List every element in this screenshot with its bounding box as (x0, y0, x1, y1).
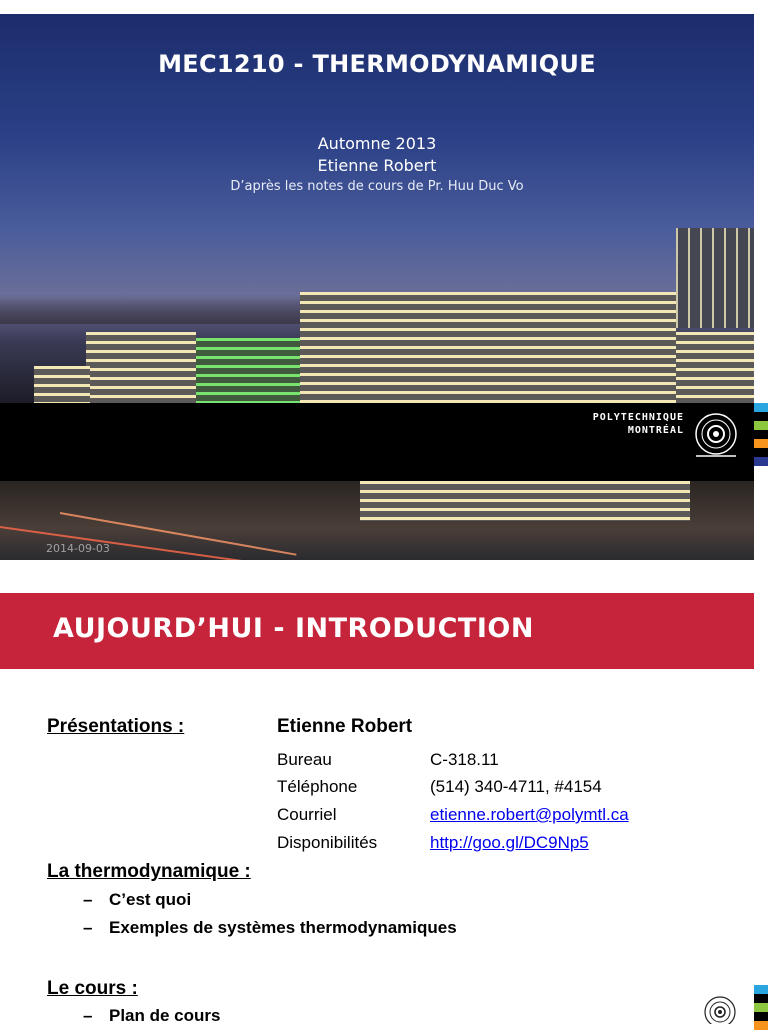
accent-stripe (754, 448, 768, 457)
author-label: Etienne Robert (317, 156, 437, 175)
brand-wordmark: POLYTECHNIQUE MONTRÉAL (592, 412, 684, 436)
availability-link[interactable]: http://goo.gl/DC9Np5 (430, 833, 589, 852)
section-thermodynamique: La thermodynamique : (47, 861, 251, 882)
accent-stripe (754, 1003, 768, 1012)
term-label: Automne 2013 (317, 134, 437, 153)
accent-stripe (754, 430, 768, 439)
section-presentations: Présentations : (47, 716, 185, 737)
list-item: – Exemples de systèmes thermodynamiques (83, 918, 457, 937)
accent-stripes-bottom (754, 985, 768, 1030)
accent-stripe (754, 421, 768, 430)
building-right-wing (676, 332, 754, 404)
info-label: Bureau (277, 750, 332, 769)
accent-stripe (754, 1012, 768, 1021)
accent-stripe (754, 403, 768, 412)
lower-building (360, 481, 690, 521)
accent-stripe (754, 994, 768, 1003)
building-green-glass (196, 338, 300, 404)
info-label: Courriel (277, 805, 337, 824)
slide-title: MEC1210 - THERMODYNAMIQUE (158, 50, 596, 78)
section-cours: Le cours : (47, 978, 138, 999)
info-label: Téléphone (277, 777, 358, 796)
building-left-wing (86, 332, 196, 404)
accent-stripe (754, 1021, 768, 1030)
credit-label: D’après les notes de cours de Pr. Huu Duc Vo (230, 179, 524, 194)
list-item: – Plan de cours (83, 1006, 221, 1025)
polytechnique-seal-icon (700, 992, 740, 1024)
building-far-left (34, 366, 90, 404)
accent-stripe (754, 457, 768, 466)
polytechnique-seal-icon (690, 410, 742, 462)
title-slide (0, 14, 754, 560)
accent-stripe (754, 412, 768, 421)
accent-stripe (754, 439, 768, 448)
list-item: – C’est quoi (83, 890, 192, 909)
email-link[interactable]: etienne.robert@polymtl.ca (430, 805, 629, 824)
info-value: (514) 340-4711, #4154 (430, 777, 602, 796)
right-tower-building (676, 228, 754, 328)
slide-date: 2014-09-03 (46, 542, 110, 555)
building-main-block (300, 292, 676, 404)
accent-stripes-top (754, 403, 768, 466)
info-label: Disponibilités (277, 833, 378, 852)
instructor-name: Etienne Robert (277, 716, 413, 737)
slide-heading: AUJOURD’HUI - INTRODUCTION (53, 613, 534, 644)
accent-stripe (754, 985, 768, 994)
info-value: C-318.11 (430, 750, 499, 769)
